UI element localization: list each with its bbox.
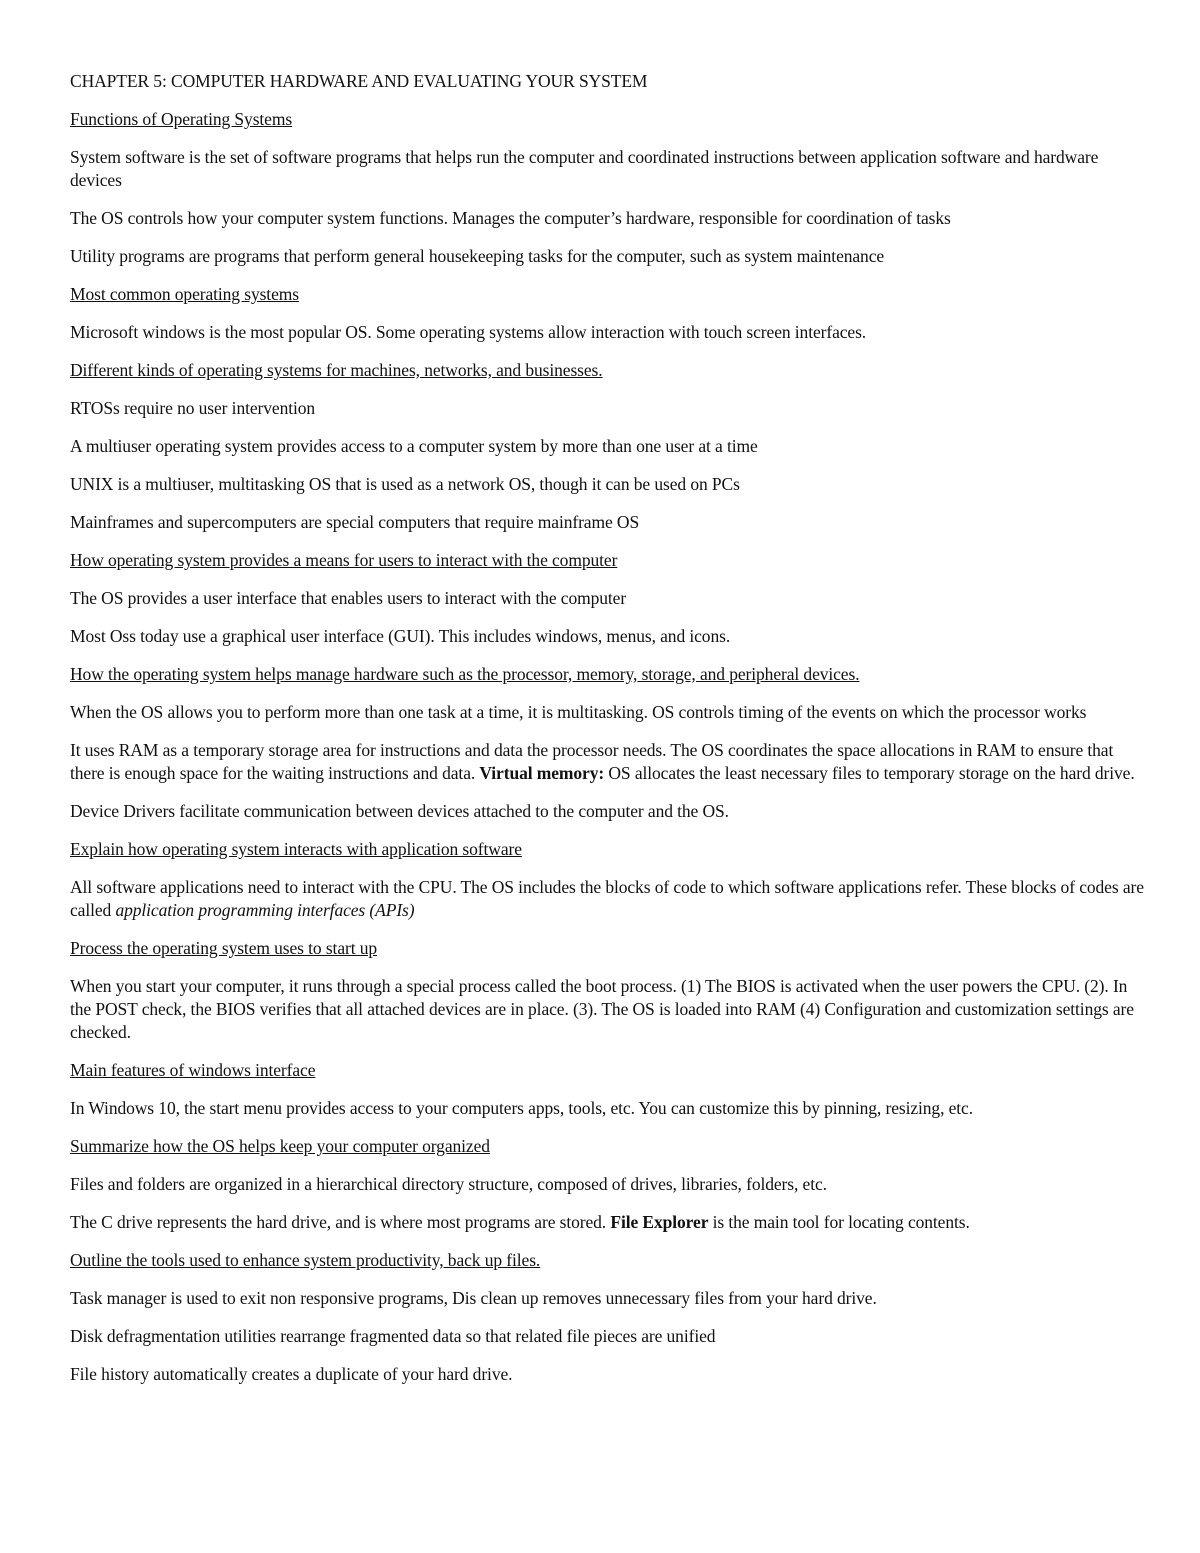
paragraph: RTOSs require no user intervention [70, 398, 316, 418]
chapter-title: CHAPTER 5: COMPUTER HARDWARE AND EVALUATING YOUR SYSTEM [70, 71, 648, 91]
paragraph: A multiuser operating system provides access to a computer system by more than one user at a time [70, 436, 758, 456]
paragraph: Microsoft windows is the most popular OS. Some operating systems allow interaction with touch screen interfaces. [70, 322, 867, 342]
paragraph: File history automatically creates a duplicate of your hard drive. [70, 1364, 513, 1384]
section-heading-common-os: Most common operating systems [70, 284, 299, 304]
paragraph [70, 1211, 1145, 1234]
section-heading-kinds-of-os: Different kinds of operating systems for machines, networks, and businesses. [70, 360, 603, 380]
text-run: It uses RAM as a temporary storage area for instructions and data the processor needs. The OS coordinates the space allocations in RAM to ensure that there is enough space for the waiting instructions and data. [70, 740, 1114, 783]
text-run: All software applications need to interact with the CPU. The OS includes the blocks of code to which software applications refer. These blocks of codes are called [70, 877, 1144, 920]
paragraph [70, 876, 1145, 922]
section-heading-manage-hardware: How the operating system helps manage hardware such as the processor, memory, storage, and peripheral devices. [70, 664, 860, 684]
paragraph: Mainframes and supercomputers are special computers that require mainframe OS [70, 512, 640, 532]
text-run: The C drive represents the hard drive, and is where most programs are stored. [70, 1212, 611, 1232]
text-run: is the main tool for locating contents. [708, 1212, 970, 1232]
section-heading-organization: Summarize how the OS helps keep your computer organized [70, 1136, 490, 1156]
paragraph: Disk defragmentation utilities rearrange fragmented data so that related file pieces are unified [70, 1326, 716, 1346]
paragraph: The OS provides a user interface that enables users to interact with the computer [70, 588, 627, 608]
bold-term-virtual-memory: Virtual memory: [479, 763, 605, 783]
paragraph [70, 739, 1145, 785]
section-heading-start-up: Process the operating system uses to start up [70, 938, 378, 958]
document-page [70, 70, 1145, 1401]
paragraph: Task manager is used to exit non responsive programs, Dis clean up removes unnecessary files from your hard drive. [70, 1288, 877, 1308]
paragraph: When you start your computer, it runs through a special process called the boot process. (1) The BIOS is activated when the user powers the CPU. (2). In the POST check, the BIOS verifies that all attached devices are in place. (3). The OS is loaded into RAM (4) Configuration and customization settings are checked. [70, 976, 1134, 1042]
paragraph: Files and folders are organized in a hierarchical directory structure, composed of drives, libraries, folders, etc. [70, 1174, 827, 1194]
section-heading-application-software: Explain how operating system interacts with application software [70, 839, 522, 859]
section-heading-functions: Functions of Operating Systems [70, 109, 293, 129]
text-run: OS allocates the least necessary files to temporary storage on the hard drive. [604, 763, 1135, 783]
paragraph: In Windows 10, the start menu provides access to your computers apps, tools, etc. You can customize this by pinning, resizing, etc. [70, 1098, 974, 1118]
paragraph: When the OS allows you to perform more than one task at a time, it is multitasking. OS controls timing of the events on which the processor works [70, 702, 1087, 722]
section-heading-productivity-tools: Outline the tools used to enhance system productivity, back up files. [70, 1250, 541, 1270]
paragraph: UNIX is a multiuser, multitasking OS that is used as a network OS, though it can be used on PCs [70, 474, 740, 494]
paragraph: System software is the set of software programs that helps run the computer and coordinated instructions between application software and hardware devices [70, 147, 1099, 190]
paragraph: Utility programs are programs that perform general housekeeping tasks for the computer, such as system maintenance [70, 246, 885, 266]
italic-term-apis: application programming interfaces (APIs) [115, 900, 415, 920]
section-heading-windows-interface: Main features of windows interface [70, 1060, 316, 1080]
paragraph: Device Drivers facilitate communication between devices attached to the computer and the OS. [70, 801, 729, 821]
section-heading-user-interaction: How operating system provides a means for users to interact with the computer [70, 550, 618, 570]
bold-term-file-explorer: File Explorer [610, 1212, 709, 1232]
paragraph: The OS controls how your computer system functions. Manages the computer’s hardware, responsible for coordination of tasks [70, 208, 951, 228]
paragraph: Most Oss today use a graphical user interface (GUI). This includes windows, menus, and icons. [70, 626, 731, 646]
